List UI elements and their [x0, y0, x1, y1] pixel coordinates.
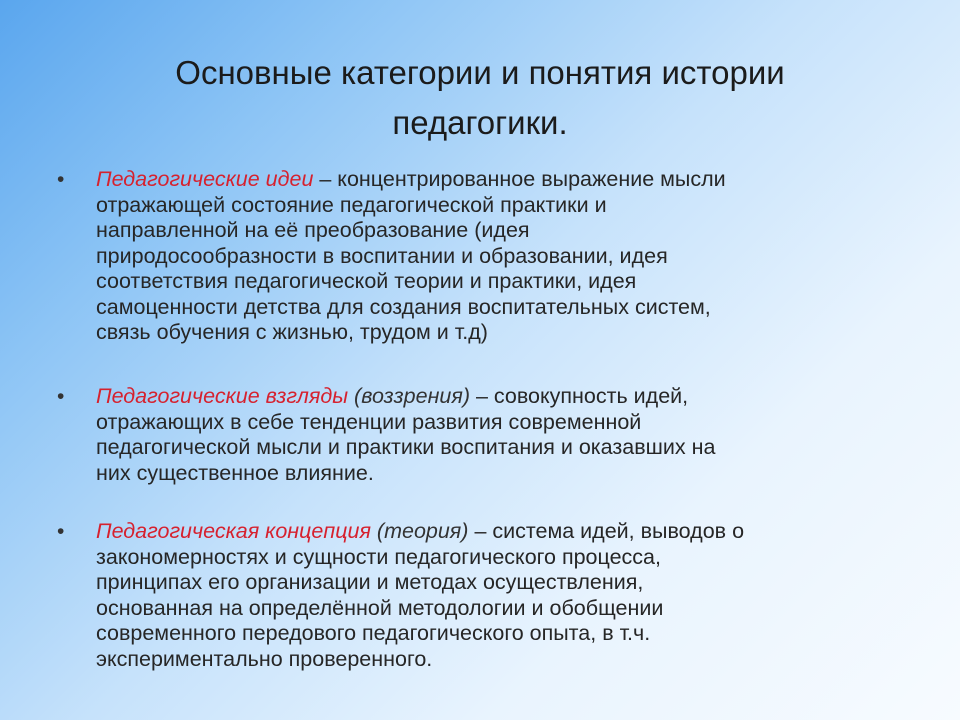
bullet-line: природосообразности в воспитании и образовании, идея: [96, 243, 668, 268]
bullet-first-rest: – система идей, выводов о: [468, 519, 745, 543]
bullet-paren: (теория): [370, 519, 469, 543]
bullet-dot-icon: •: [57, 168, 65, 191]
bullet-first-line: [96, 519, 916, 545]
bullet-dot-icon: •: [57, 385, 65, 408]
bullet-line: отражающей состояние педагогической практики и: [96, 192, 607, 217]
bullet-line: соответствия педагогической теории и практики, идея: [96, 269, 637, 293]
bullet-line: основанная на определённой методологии и обобщении: [96, 595, 664, 620]
bullet-item-concept: [57, 519, 916, 672]
bullet-item-views: [57, 384, 916, 486]
bullet-item-ideas: [57, 167, 916, 346]
bullet-dot-icon: •: [57, 520, 65, 543]
bullet-line: экспериментально проверенного.: [96, 646, 433, 671]
bullet-line: педагогической мысли и практики воспитания и оказавших на: [96, 435, 716, 459]
bullet-line: направленной на её преобразование (идея: [96, 218, 530, 242]
bullet-first-line: [96, 384, 916, 410]
title-line-1: Основные категории и понятия истории: [175, 54, 785, 91]
bullet-first-line: [96, 167, 916, 193]
title-line-2: педагогики.: [392, 104, 568, 141]
bullet-line: отражающих в себе тенденции развития современной: [96, 409, 642, 434]
bullet-line: самоценности детства для создания воспитательных систем,: [96, 294, 711, 319]
bullet-line: них существенное влияние.: [96, 460, 374, 485]
bullet-term: Педагогическая концепция: [96, 519, 371, 543]
bullet-line: закономерностях и сущности педагогического процесса,: [96, 544, 661, 569]
bullet-first-rest: – концентрированное выражение мысли: [313, 167, 726, 191]
slide-title: [60, 48, 900, 148]
bullet-term: Педагогические взгляды: [96, 384, 349, 408]
bullet-paren: (воззрения): [348, 384, 471, 408]
bullet-line: современного передового педагогического опыта, в т.ч.: [96, 621, 651, 645]
bullet-first-rest: – совокупность идей,: [470, 384, 689, 408]
bullet-line: принципах его организации и методах осуществления,: [96, 570, 644, 594]
bullet-line: связь обучения с жизнью, трудом и т.д): [96, 320, 488, 344]
bullet-term: Педагогические идеи: [96, 167, 314, 191]
